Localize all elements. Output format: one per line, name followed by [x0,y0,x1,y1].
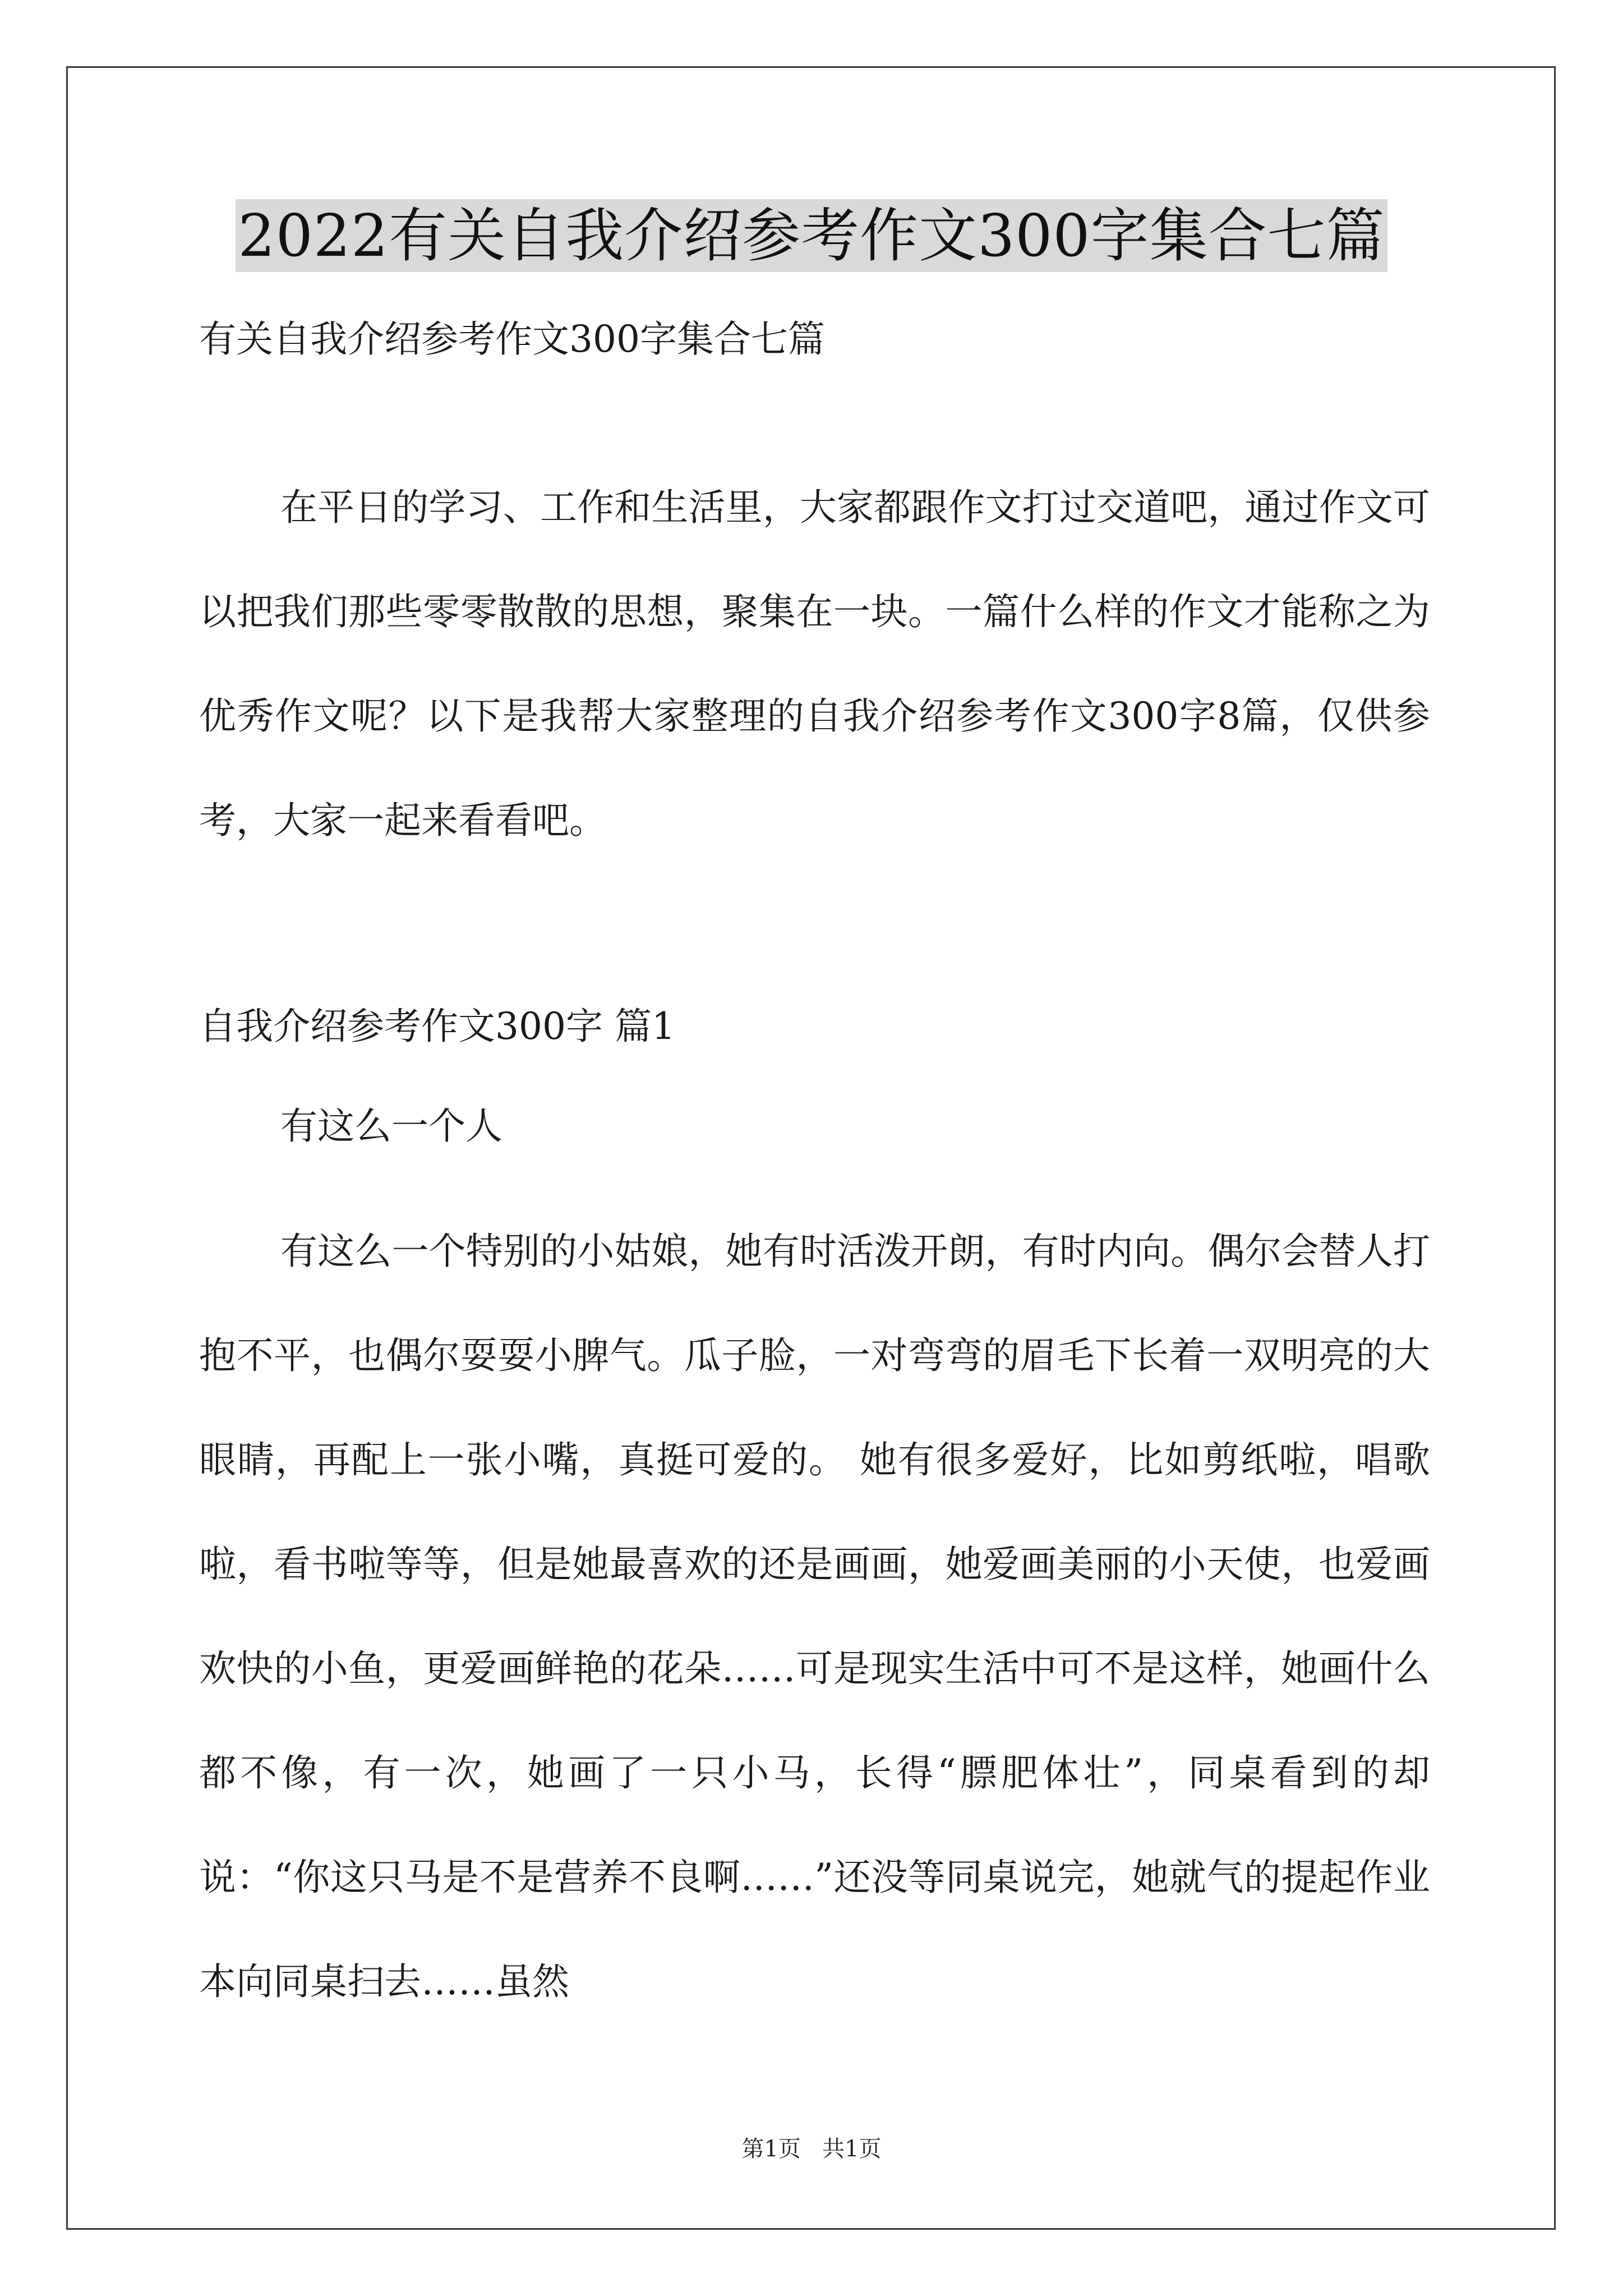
section-heading: 自我介绍参考作文300字 篇1 [199,1005,675,1048]
intro-paragraph: 在平日的学习、工作和生活里，大家都跟作文打过交道吧，通过作文可以把我们那些零零散散的思想，聚集在一块。一篇什么样的作文才能称之为优秀作文呢？以下是我帮大家整理的自我介绍参考作文300字8篇，仅供参考，大家一起来看看吧。 [199,486,1430,842]
body-paragraph: 有这么一个特别的小姑娘，她有时活泼开朗，有时内向。偶尔会替人打抱不平，也偶尔耍耍小脾气。瓜子脸，一对弯弯的眉毛下长着一双明亮的大眼睛，再配上一张小嘴，真挺可爱的。 她有很多爱好，比如剪纸啦，唱歌啦，看书啦等等，但是她最喜欢的还是画画，她爱画美丽的小天使，也爱画欢快的小鱼，更爱画鲜艳的花朵……可是现实生活中可不是这样，她画什么都不像，有一次，她画了一只小马，长得“膘肥体壮”，同桌看到的却说：“你这只马是不是营养不良啊……”还没等同桌说完，她就气的提起作业本向同桌扫去……虽然 [199,1230,1430,2003]
document-subtitle: 有关自我介绍参考作文300字集合七篇 [199,318,825,361]
page-footer: 第1页 共1页 [741,2136,882,2162]
title-container [0,199,1623,272]
document-title: 2022有关自我介绍参考作文300字集合七篇 [236,199,1387,272]
section-subheading: 有这么一个人 [280,1105,502,1148]
